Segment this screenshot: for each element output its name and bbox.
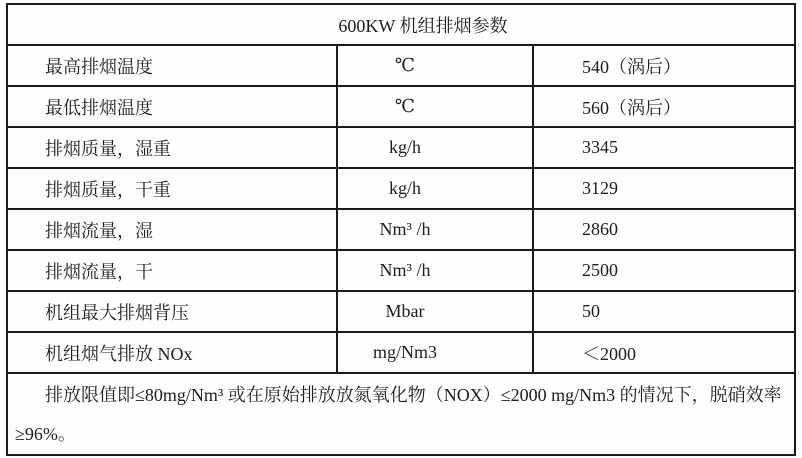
param-label: 机组最大排烟背压 xyxy=(7,291,337,332)
param-value: 50 xyxy=(533,291,795,332)
param-value: 2860 xyxy=(533,209,795,250)
param-unit: Nm³ /h xyxy=(337,250,533,291)
param-label: 排烟质量，湿重 xyxy=(7,127,337,168)
table-row xyxy=(7,209,795,250)
table-row xyxy=(7,168,795,209)
table-note-row xyxy=(7,373,795,455)
param-label: 最低排烟温度 xyxy=(7,86,337,127)
table-row xyxy=(7,291,795,332)
table-row xyxy=(7,250,795,291)
param-unit: Mbar xyxy=(337,291,533,332)
table-row xyxy=(7,332,795,373)
param-label: 排烟流量，湿 xyxy=(7,209,337,250)
param-label: 最高排烟温度 xyxy=(7,45,337,86)
param-label: 排烟质量，干重 xyxy=(7,168,337,209)
table-row xyxy=(7,127,795,168)
param-value: 560（涡后） xyxy=(533,86,795,127)
param-label: 排烟流量，干 xyxy=(7,250,337,291)
exhaust-parameters-table xyxy=(6,3,796,456)
table-row xyxy=(7,45,795,86)
param-value: 3129 xyxy=(533,168,795,209)
param-unit: mg/Nm3 xyxy=(337,332,533,373)
param-unit: ℃ xyxy=(337,86,533,127)
param-label: 机组烟气排放 NOx xyxy=(7,332,337,373)
param-unit: ℃ xyxy=(337,45,533,86)
emission-limit-note: 排放限值即≤80mg/Nm³ 或在原始排放放氮氧化物（NOX）≤2000 mg/Nm3 的情况下，脱硝效率≥96%。 xyxy=(7,373,795,455)
table-title-row xyxy=(7,4,795,45)
param-value: 540（涡后） xyxy=(533,45,795,86)
param-unit: kg/h xyxy=(337,168,533,209)
table-title: 600KW 机组排烟参数 xyxy=(7,4,795,45)
param-value: 2500 xyxy=(533,250,795,291)
param-unit: kg/h xyxy=(337,127,533,168)
param-value: ＜2000 xyxy=(533,332,795,373)
param-unit: Nm³ /h xyxy=(337,209,533,250)
param-value: 3345 xyxy=(533,127,795,168)
table-row xyxy=(7,86,795,127)
